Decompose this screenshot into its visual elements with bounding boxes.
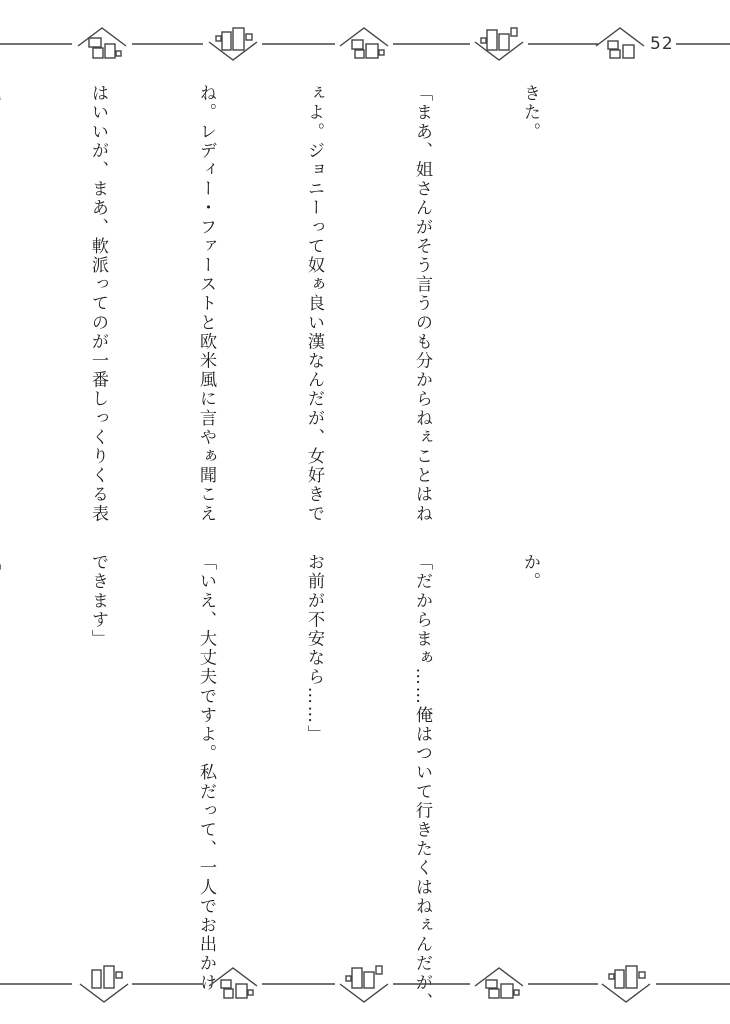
- tower-arrow-ornament: [475, 28, 523, 60]
- text-line: ね。レディー・ファーストと欧米風に言やぁ聞こえ: [196, 84, 216, 524]
- tower-arrow-ornament: [340, 966, 388, 1002]
- text-line: か。: [520, 553, 540, 592]
- house-arrow-ornament: [340, 28, 388, 58]
- upper-text-block: [0, 84, 620, 523]
- house-arrow-ornament: [209, 968, 257, 998]
- house-arrow-ornament: [596, 28, 644, 58]
- page-number: 52: [650, 34, 674, 54]
- tower-arrow-ornament: [209, 28, 257, 60]
- text-line: 「だからまぁ……俺はついて行きたくはねぇんだが、: [412, 553, 432, 1012]
- text-line: きた。: [520, 84, 540, 142]
- bottom-ornament-row: [0, 962, 730, 1006]
- top-ornament-svg: [0, 24, 730, 68]
- text-line: 「まあ、姐さんがそう言うのも分からねぇことはね: [412, 84, 432, 524]
- text-line: [0, 553, 8, 1011]
- text-line: [0, 84, 8, 523]
- top-ornament-row: [0, 24, 730, 68]
- tower-arrow-ornament: [80, 966, 128, 1002]
- tower-arrow-ornament: [602, 966, 650, 1002]
- text-line: ぇよ。ジョニーって奴ぁ良い漢なんだが、女好きで: [304, 84, 324, 524]
- house-arrow-ornament: [78, 28, 126, 58]
- text-line: できます」: [88, 553, 108, 649]
- text-line: 「いえ、大丈夫ですよ。私だって、一人でお出かけ: [196, 553, 216, 993]
- text-line: はいいが、まあ、軟派ってのが一番しっくりくる表: [88, 84, 108, 524]
- lower-text-block: [0, 553, 620, 1011]
- text-line: お前が不安なら……」: [304, 553, 324, 744]
- bottom-ornament-svg: [0, 962, 730, 1006]
- house-arrow-ornament: [475, 968, 523, 998]
